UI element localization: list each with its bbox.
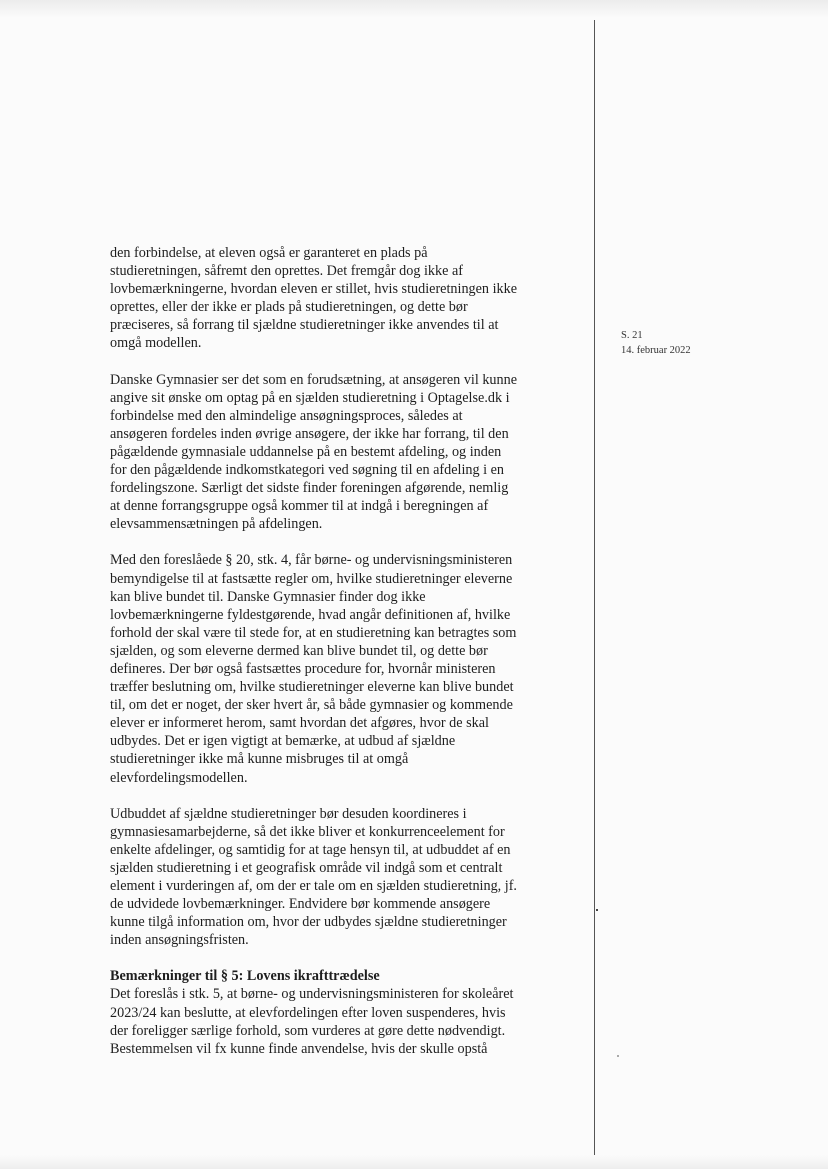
text-line: udbydes. Det er igen vigtigt at bemærke, at udbud af sjældne xyxy=(110,733,456,750)
margin-rule xyxy=(594,20,595,1160)
text-line: der foreligger særlige forhold, som vurderes at gøre dette nødvendigt. xyxy=(110,1022,506,1039)
text-line: bemyndigelse til at fastsætte regler om, hvilke studieretninger eleverne xyxy=(110,570,513,587)
scan-shadow-top xyxy=(0,0,828,18)
text-line: sjælden, og som eleverne dermed kan blive bundet til, og dette bør xyxy=(110,642,488,659)
paragraph xyxy=(110,371,580,534)
text-line: 2023/24 kan beslutte, at elevfordelingen efter loven suspenderes, hvis xyxy=(110,1004,506,1021)
text-line: elevsammensætningen på afdelingen. xyxy=(110,516,323,533)
text-line: for den pågældende indkomstkategori ved søgning til en afdeling i en xyxy=(110,462,505,479)
text-line: elevfordelingsmodellen. xyxy=(110,769,248,786)
text-line: ansøgeren fordeles inden øvrige ansøgere, der ikke har forrang, til den xyxy=(110,425,509,442)
paragraph xyxy=(110,805,580,950)
text-line: at denne forrangsgruppe også kommer til at indgå i beregningen af xyxy=(110,498,489,515)
text-line: forbindelse med den almindelige ansøgningsproces, således at xyxy=(110,407,463,424)
section-paragraph xyxy=(110,967,580,1057)
paragraph xyxy=(110,551,580,786)
document-date: 14. februar 2022 xyxy=(621,345,691,356)
text-line: til, om det er noget, der sker hvert år, så både gymnasier og kommende xyxy=(110,697,513,714)
text-line: lovbemærkningerne fyldestgørende, hvad angår definitionen af, hvilke xyxy=(110,606,511,623)
text-line: defineres. Der bør også fastsættes procedure for, hvornår ministeren xyxy=(110,660,496,677)
text-line: præciseres, så forrang til sjældne studieretninger ikke anvendes til at xyxy=(110,317,499,334)
page-number: S. 21 xyxy=(621,330,643,341)
text-line: Udbuddet af sjældne studieretninger bør desuden koordineres i xyxy=(110,805,467,822)
text-line: den forbindelse, at eleven også er garanteret en plads på xyxy=(110,245,428,261)
text-line: gymnasiesamarbejderne, så det ikke bliver et konkurrenceelement for xyxy=(110,823,505,840)
text-line: pågældende gymnasiale uddannelse på en bestemt afdeling, og inden xyxy=(110,443,502,460)
text-line: Danske Gymnasier ser det som en forudsætning, at ansøgeren vil kunne xyxy=(110,371,518,388)
text-line: oprettes, eller der ikke er plads på studieretningen, og dette bør xyxy=(110,299,468,316)
body-text xyxy=(110,244,580,1076)
text-line: angive sit ønske om optag på en sjælden studieretning i Optagelse.dk i xyxy=(110,389,510,406)
text-line: fordelingszone. Særligt det sidste finder foreningen afgørende, nemlig xyxy=(110,480,509,497)
scan-speck xyxy=(596,909,598,911)
text-line: studieretninger ikke må kunne misbruges til at omgå xyxy=(110,751,409,768)
text-line: Det foreslås i stk. 5, at børne- og undervisningsministeren for skoleåret xyxy=(110,986,514,1003)
text-line: enkelte afdelinger, og samtidig for at tage hensyn til, at udbuddet af en xyxy=(110,841,511,858)
scan-shadow-bottom xyxy=(0,1155,828,1169)
text-line: Med den foreslåede § 20, stk. 4, får børne- og undervisningsministeren xyxy=(110,552,513,569)
text-line: elever er informeret herom, samt hvordan det afgøres, hvor de skal xyxy=(110,715,489,732)
paragraph xyxy=(110,244,580,353)
text-line: kan blive bundet til. Danske Gymnasier finder dog ikke xyxy=(110,588,426,605)
text-line: lovbemærkningerne, hvordan eleven er stillet, hvis studieretningen ikke xyxy=(110,281,517,298)
margin-note xyxy=(621,328,691,358)
text-line: omgå modellen. xyxy=(110,335,202,352)
text-line: Bestemmelsen vil fx kunne finde anvendelse, hvis der skulle opstå xyxy=(110,1040,488,1057)
text-line: element i vurderingen af, om der er tale om en sjælden studieretning, jf. xyxy=(110,878,517,894)
text-line: de udvidede lovbemærkninger. Endvidere bør kommende ansøgere xyxy=(110,896,491,913)
section-heading: Bemærkninger til § 5: Lovens ikrafttrædelse xyxy=(110,968,380,985)
text-line: inden ansøgningsfristen. xyxy=(110,932,249,949)
text-line: studieretningen, såfremt den oprettes. Det fremgår dog ikke af xyxy=(110,263,463,280)
text-line: kunne tilgå information om, hvor der udbydes sjældne studieretninger xyxy=(110,914,507,931)
text-line: træffer beslutning om, hvilke studieretninger eleverne kan blive bundet xyxy=(110,679,514,696)
text-line: forhold der skal være til stede for, at en studieretning kan betragtes som xyxy=(110,624,517,641)
scan-speck xyxy=(617,1055,619,1057)
text-line: sjælden studieretning i et geografisk område vil indgå som et centralt xyxy=(110,859,503,876)
